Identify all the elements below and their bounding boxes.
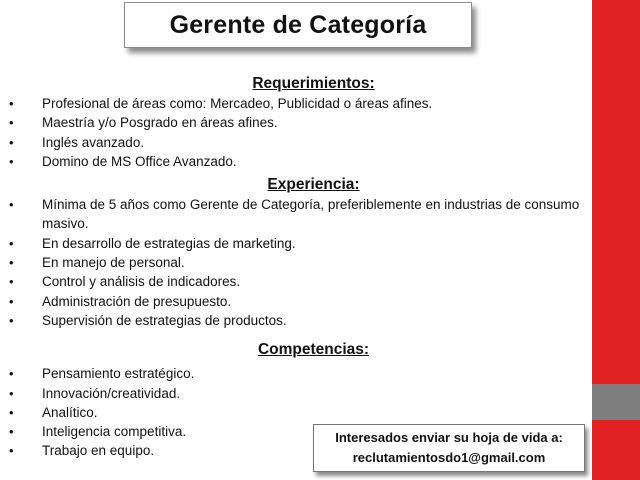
requerimientos-heading: Requerimientos: [252, 75, 375, 92]
requerimientos-list [8, 94, 583, 171]
list-item: • Control y análisis de indicadores. [8, 272, 583, 291]
experiencia-heading: Experiencia: [267, 176, 360, 194]
list-item: • Maestría y/o Posgrado en áreas afines. [8, 113, 583, 132]
title-box [124, 2, 472, 48]
side-stripe-red-top [592, 0, 640, 384]
list-item: • Inteligencia competitiva. [8, 422, 583, 441]
content-area [8, 74, 583, 461]
list-item: • Profesional de áreas como: Mercadeo, Publicidad o áreas afines. [8, 94, 583, 113]
list-item: • Analítico. [8, 403, 583, 422]
contact-email[interactable]: reclutamientosdo1@gmail.com [352, 450, 546, 465]
list-item: • Domino de MS Office Avanzado. [8, 152, 583, 171]
list-item: • Supervisión de estrategias de productos. [8, 311, 583, 330]
list-item: • Mínima de 5 años como Gerente de Categoría, preferiblemente en industrias de consumo masivo. [8, 195, 583, 234]
list-item: • En desarrollo de estrategias de marketing. [8, 234, 583, 253]
list-item: • Trabajo en equipo. [8, 441, 583, 460]
list-item: • Inglés avanzado. [8, 133, 583, 152]
side-stripe-gray [592, 384, 640, 420]
page-title: Gerente de Categoría [169, 10, 427, 39]
list-item: • Administración de presupuesto. [8, 292, 583, 311]
list-item: • Pensamiento estratégico. [8, 364, 583, 383]
experiencia-list [8, 195, 583, 330]
list-item: • Innovación/creatividad. [8, 384, 583, 403]
contact-box [313, 424, 585, 472]
side-stripe-red-bottom [592, 420, 640, 480]
list-item: • En manejo de personal. [8, 253, 583, 272]
competencias-heading: Competencias: [257, 341, 370, 359]
contact-instruction: Interesados enviar su hoja de vida a: [335, 430, 563, 445]
